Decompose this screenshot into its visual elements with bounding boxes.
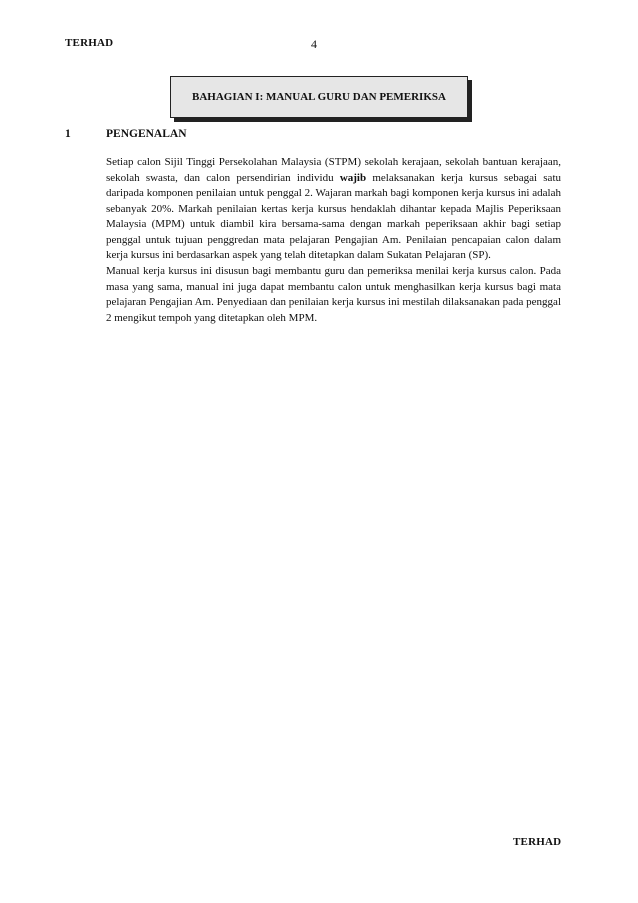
paragraph-1-text-b: melaksanakan kerja kursus sebagai satu daripada komponen penilaian untuk penggal 2. Wajaran markah bagi komponen kerja kursus ini adalah sebanyak 20%. Markah penilaian kertas kerja kursus hendaklah dihantar kepada Majlis Peperiksaan Malaysia (MPM) untuk diambil kira bersama-sama dengan markah peperiksaan akhir bagi setiap penggal untuk tujuan penggredan mata pelajaran Pengajian Am. Penilaian pencapaian calon dalam kerja kursus ini berdasarkan aspek yang telah ditetapkan dalam Sukatan Pelajaran (SP). xyxy=(106,171,561,261)
intro-paragraph-2: Manual kerja kursus ini disusun bagi membantu guru dan pemeriksa menilai kerja kursus calon. Pada masa yang sama, manual ini juga dapat membantu calon untuk menghasilkan kerja kursus bagi mata pelajaran Pengajian Am. Penyediaan dan penilaian kerja kursus ini mestilah dilaksanakan pada penggal 2 mengikut tempoh yang ditetapkan oleh MPM. xyxy=(106,265,561,324)
header-classification: TERHAD xyxy=(65,37,114,49)
footer-classification: TERHAD xyxy=(513,836,562,848)
section-title: PENGENALAN xyxy=(106,128,187,140)
section-number: 1 xyxy=(65,128,71,140)
page-number: 4 xyxy=(311,37,317,51)
section-heading-title: BAHAGIAN I: MANUAL GURU DAN PEMERIKSA xyxy=(192,91,446,103)
paragraph-1-text-a: Setiap calon Sijil Tinggi Persekolahan Malaysia (STPM) sekolah kerajaan, sekolah bantuan kerajaan, sekolah swasta, dan calon persendirian individu xyxy=(106,156,561,184)
intro-paragraph-1 xyxy=(106,155,561,264)
paragraph-1-bold-word: wajib xyxy=(339,171,367,184)
section-heading-box xyxy=(170,76,468,118)
